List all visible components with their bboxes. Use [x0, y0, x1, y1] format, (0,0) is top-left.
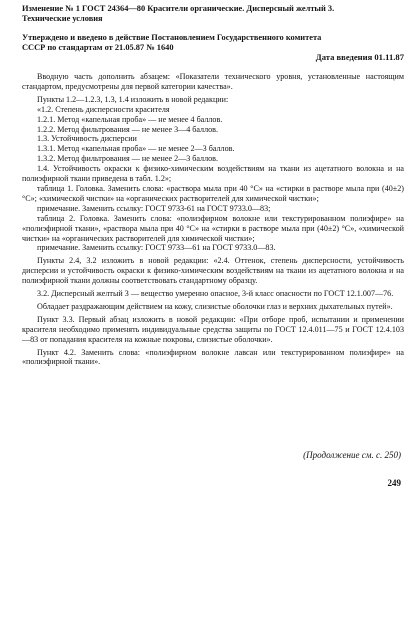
paragraph: 1.3.1. Метод «капельная проба» — не менее 2—3 баллов. — [37, 144, 235, 154]
paragraph: Вводную часть дополнить абзацем: «Показатели технического уровня, установленные настоящим стандартом, предусмотрены для первой категории качества». — [22, 72, 404, 91]
paragraph: Пункты 1.2—1.2.3, 1.3, 1.4 изложить в новой редакции: — [37, 94, 229, 104]
continuation-note: (Продолжение см. с. 250) — [303, 450, 401, 460]
paragraph: Пункты 2.4, 3.2 изложить в новой редакции: «2.4. Оттенок, степень дисперсности, устойчивость дисперсии и устойчивость окраски к физико-химическим воздействиям на ткани из ацетатного волокна и на полиэфирной ткани должны соответствовать стандартному образцу. — [22, 256, 404, 286]
approval-block — [22, 33, 404, 53]
document-body — [22, 72, 404, 367]
page-number: 249 — [387, 478, 401, 488]
paragraph: 1.3. Устойчивость дисперсии — [37, 134, 137, 144]
paragraph: Пункт 4.2. Заменить слова: «полиэфирном волокне лавсан или текстурированном полиэфире» на «полиэфирной ткани». — [22, 347, 404, 367]
paragraph: Пункт 3.3. Первый абзац изложить в новой редакции: «При отборе проб, испытании и применении красителя необходимо применять индивидуальные средства защиты по ГОСТ 12.4.011—75 и ГОСТ 12.4.103—83 от попадания красителя на кожные покровы, слизистые оболочки». — [22, 314, 404, 344]
paragraph: 3.2. Дисперсный желтый 3 — вещество умеренно опасное, 3-й класс опасности по ГОСТ 12.1.007—76. — [37, 289, 394, 299]
approval-line-1: Утверждено и введено в действие Постановлением Государственного комитета — [22, 33, 322, 42]
paragraph: Обладает раздражающим действием на кожу, слизистые оболочки глаз и верхних дыхательных путей». — [37, 301, 393, 311]
paragraph: примечание. Заменить ссылку: ГОСТ 9733—61 на ГОСТ 9733.0—83. — [37, 243, 276, 253]
effective-date: Дата введения 01.11.87 — [315, 52, 404, 62]
paragraph: 1.4. Устойчивость окраски к физико-химическим воздействиям на ткани из ацетатного волокна и на полиэфирной ткани приведена в табл. 1.2»; — [22, 164, 404, 184]
approval-line-2: СССР по стандартам от 21.05.87 № 1640 — [22, 43, 174, 52]
paragraph: таблица 2. Головка. Заменить слова: «полиэфирном волокне или текстурированном полиэфире» на «полиэфирной ткани», «раствора мыла при 40 °С» на «стирки в растворе мыла при (40±2) °С», «химической чистки» на «органических растворителей для химической чистки»; — [22, 213, 404, 243]
amendment-title: Изменение № 1 ГОСТ 24364—80 Красители органические. Дисперсный желтый 3. — [22, 4, 335, 13]
paragraph: «1.2. Степень дисперсности красителя — [37, 104, 170, 114]
paragraph: примечание. Заменить ссылку: ГОСТ 9733-61 на ГОСТ 9733.0—83; — [37, 203, 271, 213]
amendment-subtitle: Технические условия — [22, 14, 103, 23]
paragraph: 1.2.1. Метод «капельная проба» — не менее 4 баллов. — [37, 114, 223, 124]
amendment-header — [22, 4, 404, 24]
paragraph: 1.2.2. Метод фильтрования — не менее 3—4 баллов. — [37, 124, 219, 134]
paragraph: таблица 1. Головка. Заменить слова: «раствора мыла при 40 °С» на «стирки в растворе мыла при (40±2) °С»; «химической чистки» на «органических растворителей для химической чистки»; — [22, 183, 404, 203]
paragraph: 1.3.2. Метод фильтрования — не менее 2—3 баллов. — [37, 154, 219, 164]
